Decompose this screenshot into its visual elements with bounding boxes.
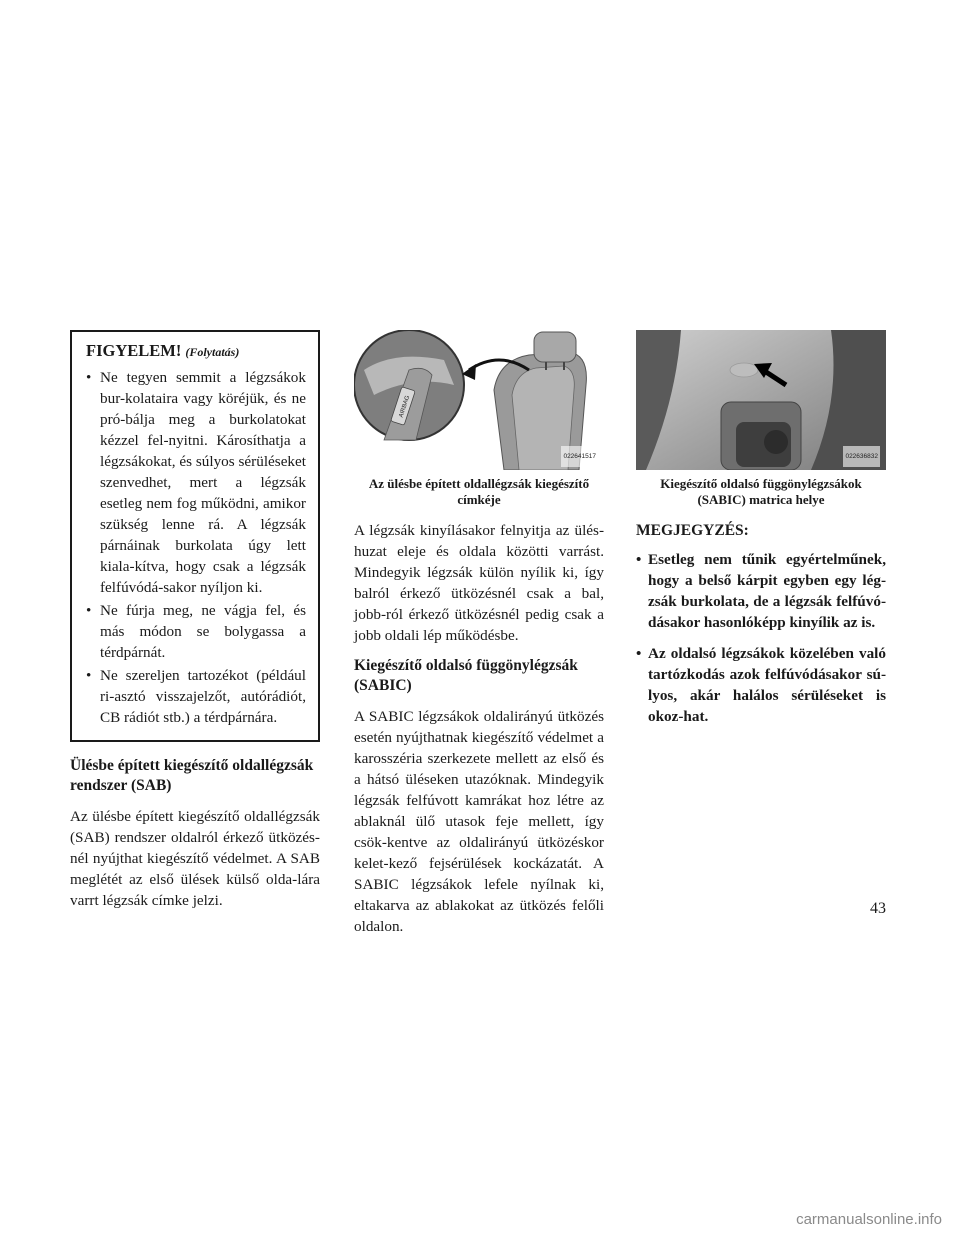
warning-item: • Ne szereljen tartozékot (például ri-asztó visszajelzőt, autórádiót, CB rádiót stb.) a térdpárnára. xyxy=(86,665,306,728)
warning-list xyxy=(86,367,306,728)
deployment-paragraph: A légzsák kinyílásakor felnyitja az ülés-huzat eleje és oldala közötti varrást. Mindegyik légzsák külön nyílik ki, így balról érkező ütközésnél csak a bal, jobb-ról érkező ütközésnél pedig csak a jobb oldali lép működésbe. xyxy=(354,522,604,644)
warning-item: • Ne fúrja meg, ne vágja fel, és más módon se bolygassa a térdpárnát. xyxy=(86,600,306,663)
column-middle xyxy=(354,330,604,947)
sabic-paragraph: A SABIC légzsákok oldalirányú ütközés esetén nyújthatnak kiegészítő védelmet a karosszéria szerkezete mellett az első és a hátsó üléseken utazóknak. Mindegyik légzsák felfúvott kamrákat hoz létre az ablaknál ülő utasok feje mellett, így csök-kentve az oldalirányú ütközéskor kelet-kező fejsérülések kockázatát. A SABIC légzsákok lefele nyílnak ki, eltakarva az ablakokat az ütközés felőli oldalon. xyxy=(354,708,604,935)
warning-title xyxy=(86,340,306,363)
warning-box xyxy=(70,330,320,742)
column-right xyxy=(636,330,886,737)
figure1-caption: Az ülésbe épített oldallégzsák kiegészítő címkéje xyxy=(368,476,590,507)
page-number: 43 xyxy=(870,900,886,917)
note-item: • Esetleg nem tűnik egyértelműnek, hogy a belső kárpit egyben egy lég-zsák burkolata, de a légzsák felfúvó-dásakor hasonlóképp kinyílik az is. xyxy=(636,549,886,633)
figure2-caption: Kiegészítő oldalsó függönylégzsákok (SABIC) matrica helye xyxy=(660,476,862,507)
seat-airbag-label-figure xyxy=(354,330,604,470)
sabic-decal-figure xyxy=(636,330,886,470)
note-list xyxy=(636,549,886,727)
airbag-tag-label: AIRBAG xyxy=(398,394,412,419)
sab-paragraph: Az ülésbe épített kiegészítő oldallégzsák (SAB) rendszer oldalról érkező ütközés-nél nyújthat kiegészítő védelmet. A SAB meglétét az első ülések külső olda-lára varrt légzsák címke jelzi. xyxy=(70,808,320,909)
warning-item: • Ne tegyen semmit a légzsákok bur-kolataira vagy köréjük, és ne pró-bálja meg a burkolatokat kézzel fel-nyitni. Károsíthatja a légzsákokat, és súlyos sérüléseket szenvedhet, mert a légzsák esetleg nem fog működni, amikor szükség lenne rá. A légzsák párnáinak burkolata úgy lett kiala-kítva, hogy csak a légzsák felfúvódá-sakor nyíljon ki. xyxy=(86,367,306,598)
note-item: • Az oldalsó légzsákok közelében való tartózkodás azok felfúvódásakor sú-lyos, akár halálos sérüléseket is okoz-hat. xyxy=(636,643,886,727)
note-title: MEGJEGYZÉS: xyxy=(636,522,749,539)
warning-label: FIGYELEM! xyxy=(86,341,182,360)
figure-code: 022636832 xyxy=(843,446,880,467)
sab-heading: Ülésbe épített kiegészítő oldallégzsák rendszer (SAB) xyxy=(70,757,314,794)
sabic-heading: Kiegészítő oldalsó függönylégzsák (SABIC) xyxy=(354,657,578,694)
warning-continued: (Folytatás) xyxy=(185,345,240,359)
watermark[interactable]: carmanualsonline.info xyxy=(796,1211,942,1228)
figure-code: 022641517 xyxy=(561,446,598,467)
column-left xyxy=(70,330,320,921)
